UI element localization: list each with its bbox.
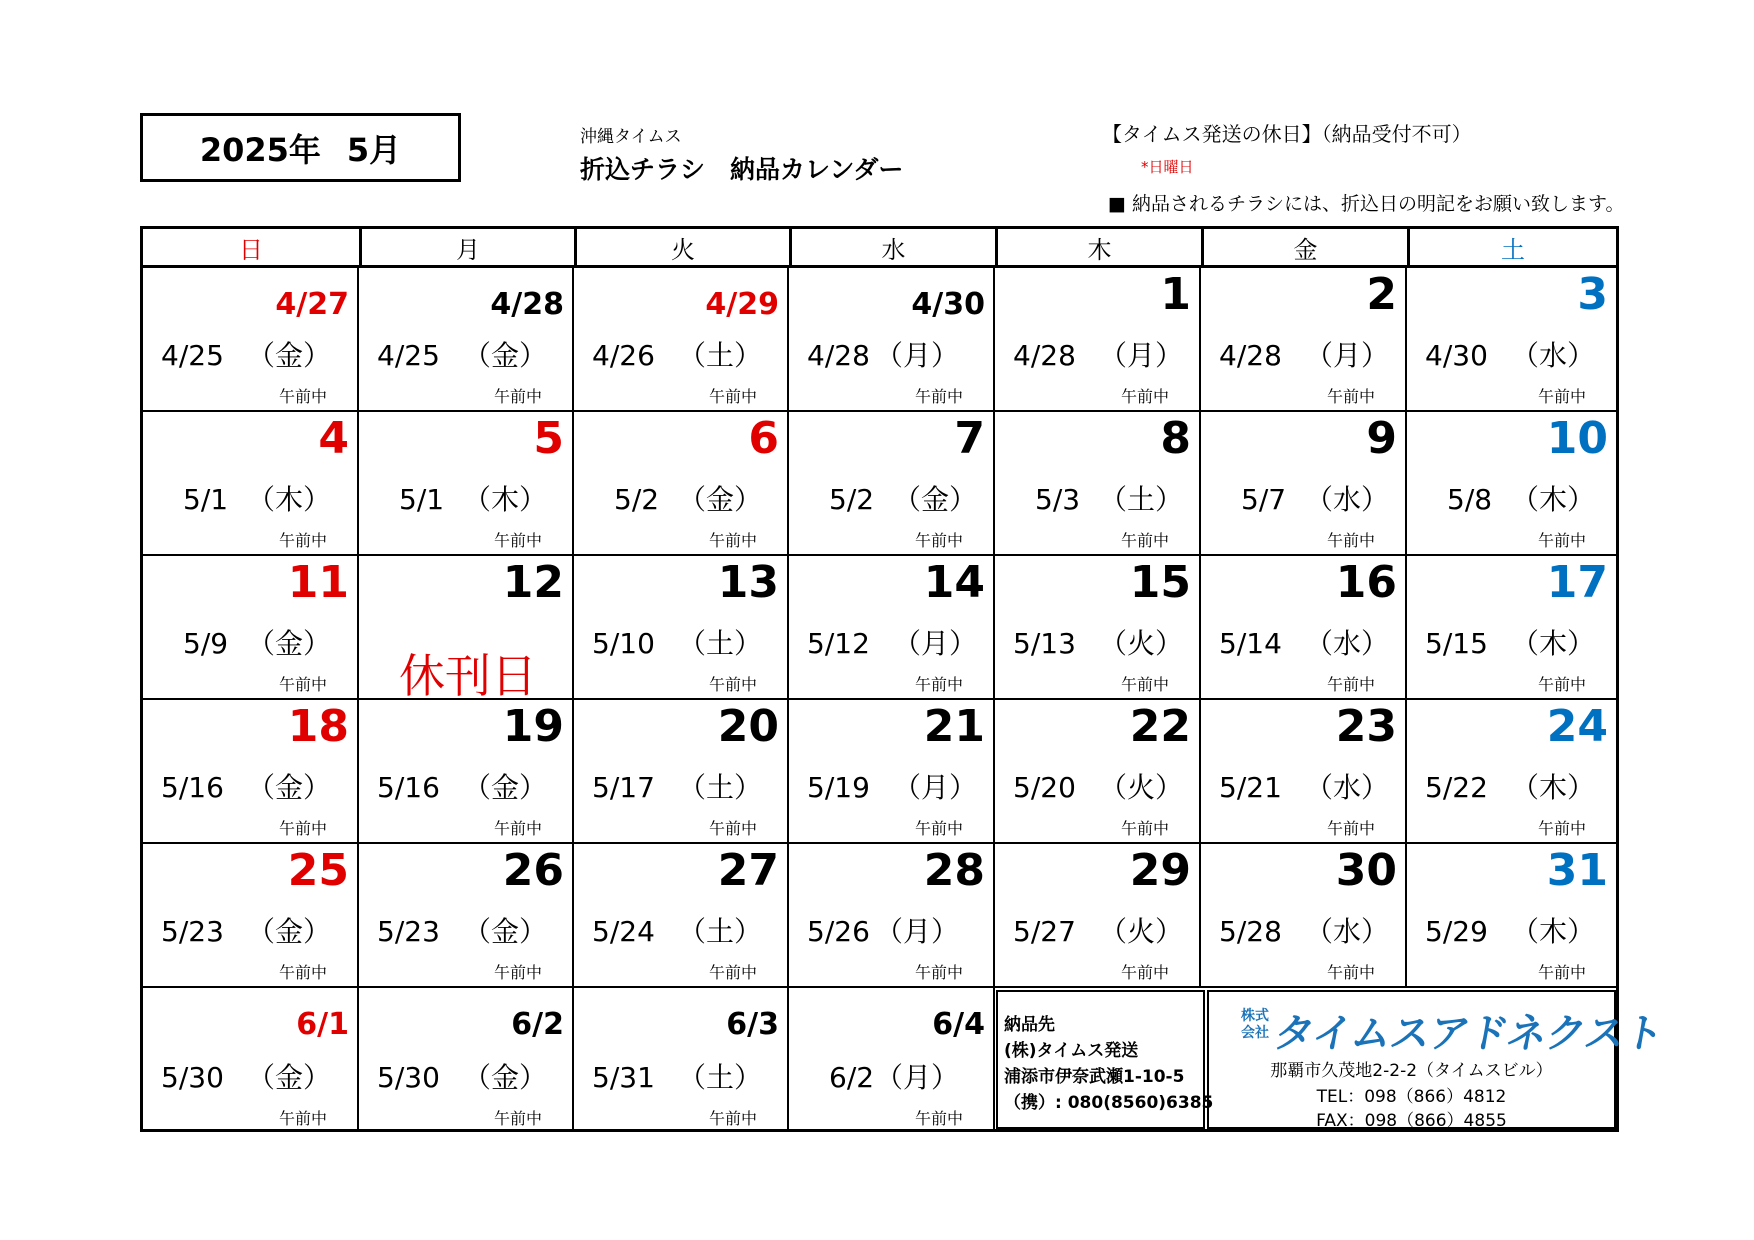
morning-label: 午前中 xyxy=(708,963,757,982)
morning-label: 午前中 xyxy=(1120,675,1169,694)
delivery-weekday: （月） xyxy=(875,339,960,372)
calendar-day-cell xyxy=(1201,556,1407,700)
delivery-weekday: （月） xyxy=(875,915,960,948)
delivery-date: 5/13 xyxy=(1013,627,1076,660)
delivery-weekday: （金） xyxy=(893,483,978,516)
morning-label: 午前中 xyxy=(1537,531,1586,550)
weekday-header-row xyxy=(143,229,1616,268)
delivery-weekday: （金） xyxy=(247,1061,332,1094)
calendar-day-cell xyxy=(995,844,1201,988)
calendar-day-cell xyxy=(574,988,789,1132)
delivery-weekday: （水） xyxy=(1305,483,1390,516)
calendar-day-cell xyxy=(995,556,1201,700)
morning-label: 午前中 xyxy=(708,531,757,550)
delivery-destination-box xyxy=(996,990,1214,1129)
delivery-mobile: （携）: 080(8560)6385 xyxy=(1004,1093,1214,1113)
morning-label: 午前中 xyxy=(278,531,327,550)
calendar-day-cell xyxy=(143,988,359,1132)
delivery-weekday: （木） xyxy=(1511,627,1596,660)
day-number: 4 xyxy=(318,413,349,464)
calendar-day-cell xyxy=(1201,844,1407,988)
day-number: 14 xyxy=(923,557,985,608)
calendar-day-cell xyxy=(789,268,995,412)
delivery-weekday: （月） xyxy=(875,1061,960,1094)
delivery-date: 5/31 xyxy=(592,1061,655,1094)
delivery-weekday: （月） xyxy=(893,627,978,660)
delivery-weekday: （土） xyxy=(678,771,763,804)
year-label: 2025年 xyxy=(199,130,321,169)
day-number: 22 xyxy=(1129,701,1191,752)
morning-label: 午前中 xyxy=(914,675,963,694)
calendar-day-cell xyxy=(789,412,995,556)
morning-label: 午前中 xyxy=(493,963,542,982)
morning-label: 午前中 xyxy=(708,819,757,838)
delivery-date: 5/29 xyxy=(1425,915,1488,948)
calendar-day-cell xyxy=(789,700,995,844)
delivery-date: 5/14 xyxy=(1219,627,1282,660)
delivery-date: 4/28 xyxy=(1219,339,1282,372)
delivery-weekday: （金） xyxy=(247,771,332,804)
delivery-date: 5/16 xyxy=(161,771,224,804)
day-number: 5 xyxy=(533,413,564,464)
delivery-date: 5/23 xyxy=(377,915,440,948)
publisher-name: 沖縄タイムス xyxy=(580,127,682,147)
calendar-day-cell xyxy=(1407,700,1616,844)
calendar-day-cell xyxy=(1201,412,1407,556)
day-number: 4/29 xyxy=(705,287,779,322)
delivery-date: 5/26 xyxy=(807,915,870,948)
delivery-weekday: （水） xyxy=(1305,627,1390,660)
day-number: 4/30 xyxy=(911,287,985,322)
calendar-day-cell xyxy=(359,988,574,1132)
calendar-day-cell xyxy=(1407,268,1616,412)
morning-label: 午前中 xyxy=(708,675,757,694)
day-number: 13 xyxy=(717,557,779,608)
morning-label: 午前中 xyxy=(1537,387,1586,406)
delivery-date: 5/10 xyxy=(592,627,655,660)
holiday-heading: 【タイムス発送の休日】（納品受付不可） xyxy=(1102,122,1472,146)
calendar-day-cell xyxy=(1201,268,1407,412)
calendar-day-cell xyxy=(143,556,359,700)
delivery-date: 5/24 xyxy=(592,915,655,948)
delivery-weekday: （月） xyxy=(1305,339,1390,372)
delivery-weekday: （土） xyxy=(678,339,763,372)
day-number: 15 xyxy=(1129,557,1191,608)
calendar-day-cell xyxy=(574,412,789,556)
day-number: 23 xyxy=(1335,701,1397,752)
delivery-date: 5/12 xyxy=(807,627,870,660)
weekday-header-0: 日 xyxy=(239,235,263,264)
delivery-date: 5/2 xyxy=(829,483,875,516)
logo-company-name: タイムスアドネクスト xyxy=(1270,1011,1667,1057)
delivery-date: 5/21 xyxy=(1219,771,1282,804)
delivery-date: 4/28 xyxy=(1013,339,1076,372)
delivery-weekday: （金） xyxy=(463,1061,548,1094)
day-number: 6/2 xyxy=(511,1007,564,1042)
day-number: 11 xyxy=(287,557,349,608)
calendar-day-cell xyxy=(143,700,359,844)
weekday-header-6: 土 xyxy=(1407,229,1616,265)
calendar-day-cell xyxy=(359,700,574,844)
calendar-day-cell xyxy=(995,268,1201,412)
delivery-weekday: （木） xyxy=(1511,771,1596,804)
calendar-day-cell xyxy=(1407,844,1616,988)
morning-label: 午前中 xyxy=(708,387,757,406)
day-number: 6/4 xyxy=(932,1007,985,1042)
morning-label: 午前中 xyxy=(1537,963,1586,982)
morning-label: 午前中 xyxy=(493,819,542,838)
company-fax: FAX：098（866）4855 xyxy=(1316,1111,1507,1131)
calendar-day-cell xyxy=(574,268,789,412)
day-number: 19 xyxy=(502,701,564,752)
delivery-date: 5/3 xyxy=(1035,483,1081,516)
calendar-day-cell xyxy=(359,412,574,556)
calendar-day-cell xyxy=(143,412,359,556)
morning-label: 午前中 xyxy=(1326,675,1375,694)
calendar-day-cell xyxy=(574,556,789,700)
delivery-date: 5/28 xyxy=(1219,915,1282,948)
weekday-header-2: 火 xyxy=(574,229,789,265)
morning-label: 午前中 xyxy=(278,819,327,838)
day-number: 16 xyxy=(1335,557,1397,608)
delivery-weekday: （水） xyxy=(1305,771,1390,804)
delivery-date: 4/26 xyxy=(592,339,655,372)
morning-label: 午前中 xyxy=(914,1109,963,1128)
calendar-day-cell xyxy=(995,700,1201,844)
delivery-date: 5/2 xyxy=(614,483,660,516)
delivery-date: 5/1 xyxy=(183,483,229,516)
morning-label: 午前中 xyxy=(708,1109,757,1128)
morning-label: 午前中 xyxy=(1537,819,1586,838)
delivery-date: 5/20 xyxy=(1013,771,1076,804)
morning-label: 午前中 xyxy=(1537,675,1586,694)
company-tel: TEL：098（866）4812 xyxy=(1316,1087,1507,1107)
morning-label: 午前中 xyxy=(493,1109,542,1128)
calendar-day-cell xyxy=(359,268,574,412)
delivery-weekday: （火） xyxy=(1099,627,1184,660)
delivery-date: 5/27 xyxy=(1013,915,1076,948)
weekday-header-5: 金 xyxy=(1201,229,1407,265)
day-number: 18 xyxy=(287,701,349,752)
delivery-note: ■ 納品されるチラシには、折込日の明記をお願い致します。 xyxy=(1108,193,1625,215)
day-number: 2 xyxy=(1366,269,1397,320)
calendar-day-cell xyxy=(1201,700,1407,844)
month-label: 5月 xyxy=(346,130,402,169)
delivery-address: 浦添市伊奈武瀬1-10-5 xyxy=(1004,1067,1185,1087)
calendar-day-cell xyxy=(359,556,574,703)
company-logo xyxy=(1241,1004,1667,1057)
delivery-weekday: （金） xyxy=(247,339,332,372)
morning-label: 午前中 xyxy=(1120,963,1169,982)
holiday-item: *日曜日 xyxy=(1141,158,1194,176)
day-number: 27 xyxy=(717,845,779,896)
calendar-day-cell xyxy=(789,556,995,700)
delivery-weekday: （木） xyxy=(1511,915,1596,948)
delivery-date: 4/25 xyxy=(377,339,440,372)
delivery-date: 5/22 xyxy=(1425,771,1488,804)
delivery-weekday: （土） xyxy=(678,1061,763,1094)
delivery-weekday: （火） xyxy=(1099,771,1184,804)
weekday-header-1: 月 xyxy=(359,229,574,265)
day-number: 21 xyxy=(923,701,985,752)
day-number: 28 xyxy=(923,845,985,896)
calendar-day-cell xyxy=(143,268,359,412)
delivery-date: 5/15 xyxy=(1425,627,1488,660)
logo-kabushiki: 株式 会社 xyxy=(1241,1008,1269,1041)
morning-label: 午前中 xyxy=(1120,387,1169,406)
delivery-weekday: （土） xyxy=(678,627,763,660)
calendar-day-cell xyxy=(789,988,995,1132)
day-number: 6/3 xyxy=(726,1007,779,1042)
delivery-weekday: （木） xyxy=(463,483,548,516)
calendar-day-cell xyxy=(359,844,574,988)
closed-day-label: 休刊日 xyxy=(399,649,537,703)
delivery-weekday: （土） xyxy=(678,915,763,948)
calendar-day-cell xyxy=(574,700,789,844)
day-number: 4/28 xyxy=(490,287,564,322)
day-number: 3 xyxy=(1577,269,1608,320)
day-number: 1 xyxy=(1160,269,1191,320)
calendar-title: 折込チラシ 納品カレンダー xyxy=(580,155,904,184)
delivery-date: 5/19 xyxy=(807,771,870,804)
morning-label: 午前中 xyxy=(278,1109,327,1128)
delivery-date: 5/9 xyxy=(183,627,229,660)
day-number: 6/1 xyxy=(296,1007,349,1042)
delivery-weekday: （水） xyxy=(1305,915,1390,948)
delivery-date: 5/1 xyxy=(399,483,445,516)
day-number: 12 xyxy=(502,557,564,608)
morning-label: 午前中 xyxy=(1326,963,1375,982)
morning-label: 午前中 xyxy=(1326,531,1375,550)
morning-label: 午前中 xyxy=(493,387,542,406)
day-number: 9 xyxy=(1366,413,1397,464)
delivery-date: 5/17 xyxy=(592,771,655,804)
delivery-date: 4/25 xyxy=(161,339,224,372)
delivery-weekday: （木） xyxy=(247,483,332,516)
delivery-weekday: （火） xyxy=(1099,915,1184,948)
calendar-day-cell xyxy=(995,412,1201,556)
company-address: 那覇市久茂地2-2-2（タイムスビル） xyxy=(1270,1061,1553,1081)
calendar-day-cell xyxy=(143,844,359,988)
delivery-weekday: （木） xyxy=(1511,483,1596,516)
morning-label: 午前中 xyxy=(914,531,963,550)
delivery-weekday: （金） xyxy=(247,915,332,948)
delivery-weekday: （金） xyxy=(463,339,548,372)
day-number: 25 xyxy=(287,845,349,896)
delivery-heading: 納品先 xyxy=(1004,1015,1055,1035)
delivery-weekday: （月） xyxy=(893,771,978,804)
delivery-date: 4/30 xyxy=(1425,339,1488,372)
weekday-header-4: 木 xyxy=(995,229,1201,265)
delivery-weekday: （土） xyxy=(1099,483,1184,516)
day-number: 26 xyxy=(502,845,564,896)
delivery-date: 5/30 xyxy=(161,1061,224,1094)
day-number: 31 xyxy=(1546,845,1608,896)
company-box xyxy=(1207,990,1667,1131)
delivery-date: 5/16 xyxy=(377,771,440,804)
delivery-date: 5/8 xyxy=(1447,483,1493,516)
day-number: 30 xyxy=(1335,845,1397,896)
delivery-company: (株)タイムス発送 xyxy=(1004,1041,1139,1061)
calendar-day-cell xyxy=(1407,412,1616,556)
day-number: 17 xyxy=(1546,557,1608,608)
morning-label: 午前中 xyxy=(914,387,963,406)
morning-label: 午前中 xyxy=(1120,531,1169,550)
calendar-day-cell xyxy=(789,844,995,988)
morning-label: 午前中 xyxy=(1326,387,1375,406)
day-number: 24 xyxy=(1546,701,1608,752)
morning-label: 午前中 xyxy=(1326,819,1375,838)
morning-label: 午前中 xyxy=(1120,819,1169,838)
month-title-box xyxy=(140,113,461,182)
morning-label: 午前中 xyxy=(278,963,327,982)
calendar-day-cell xyxy=(1407,556,1616,700)
day-number: 4/27 xyxy=(275,287,349,322)
delivery-weekday: （金） xyxy=(463,915,548,948)
delivery-date: 5/30 xyxy=(377,1061,440,1094)
day-number: 7 xyxy=(954,413,985,464)
morning-label: 午前中 xyxy=(278,675,327,694)
weekday-header-3: 水 xyxy=(789,229,995,265)
calendar-day-cell xyxy=(574,844,789,988)
morning-label: 午前中 xyxy=(493,531,542,550)
delivery-weekday: （金） xyxy=(463,771,548,804)
day-number: 6 xyxy=(748,413,779,464)
delivery-weekday: （水） xyxy=(1511,339,1596,372)
delivery-weekday: （金） xyxy=(247,627,332,660)
morning-label: 午前中 xyxy=(914,963,963,982)
delivery-date: 5/23 xyxy=(161,915,224,948)
delivery-weekday: （金） xyxy=(678,483,763,516)
delivery-date: 4/28 xyxy=(807,339,870,372)
delivery-weekday: （月） xyxy=(1099,339,1184,372)
day-number: 8 xyxy=(1160,413,1191,464)
day-number: 20 xyxy=(717,701,779,752)
day-number: 29 xyxy=(1129,845,1191,896)
delivery-date: 6/2 xyxy=(829,1061,875,1094)
day-number: 10 xyxy=(1546,413,1608,464)
delivery-date: 5/7 xyxy=(1241,483,1287,516)
morning-label: 午前中 xyxy=(914,819,963,838)
morning-label: 午前中 xyxy=(278,387,327,406)
